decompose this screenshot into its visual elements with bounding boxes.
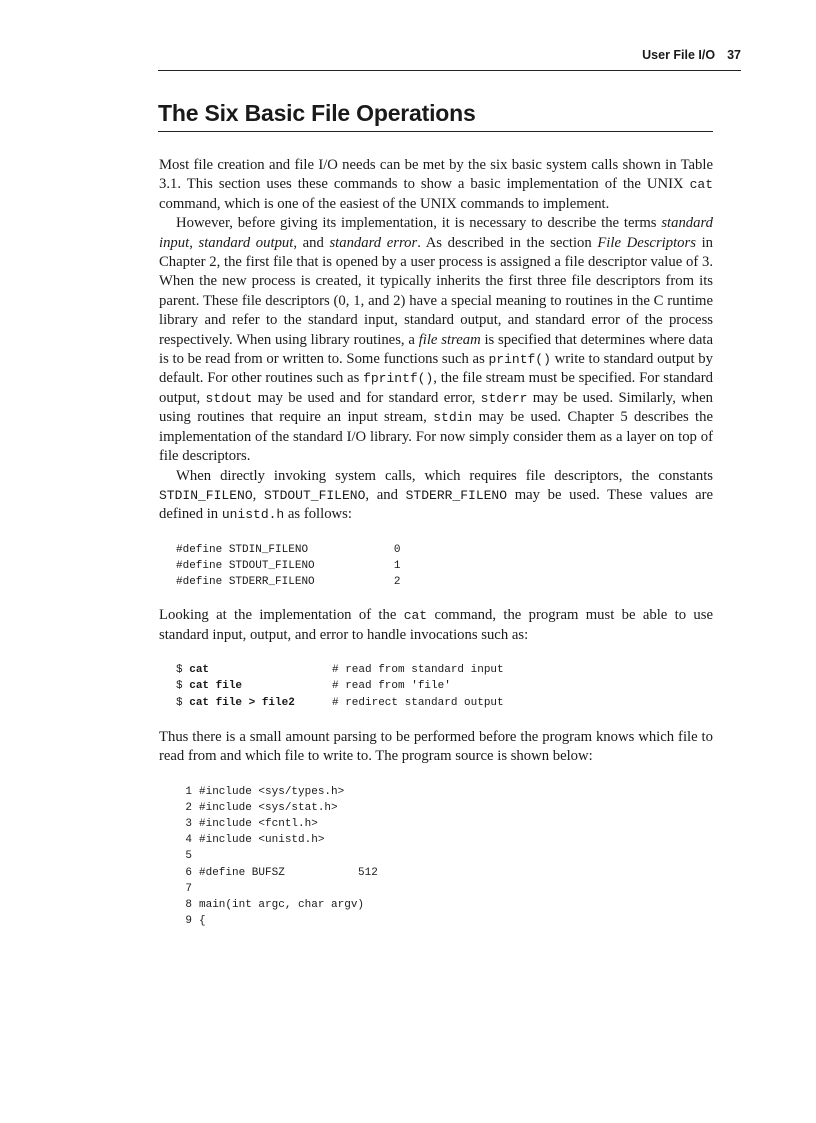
inline-code: cat (689, 177, 713, 193)
command-line: $ cat file > file2 # redirect standard output (176, 696, 504, 709)
italic-term: standard error (329, 234, 418, 251)
command-line: $ cat # read from standard input (176, 664, 504, 677)
source-line: 8 main(int argc, char argv) (185, 898, 365, 911)
shell-commands-block (176, 662, 713, 711)
inline-code: stderr (480, 390, 528, 406)
command-line: $ cat file # read from 'file' (176, 680, 451, 693)
source-code-listing (182, 784, 713, 930)
italic-term: standard output (198, 234, 294, 251)
inline-code: unistd.h (221, 507, 285, 523)
inline-code: printf() (488, 352, 551, 368)
source-line: 4 #include <unistd.h> (185, 834, 325, 847)
section-heading: The Six Basic File Operations (158, 100, 713, 132)
source-line: 7 (185, 882, 192, 895)
italic-term: File Descriptors (597, 234, 696, 251)
source-line: 2 #include <sys/stat.h> (185, 801, 338, 814)
source-line: 3 #include <fcntl.h> (185, 817, 318, 830)
paragraph-5: Thus there is a small amount parsing to be performed before the program knows which file to read from and which file to write to. The program source is shown below: (159, 728, 713, 765)
source-line: 5 (185, 850, 192, 863)
inline-code: stdin (433, 410, 473, 426)
paragraph-3: When directly invoking system calls, which requires file descriptors, the constants STDIN_FILENO, STDOUT_FILENO, and STDERR_FILENO may be used. These values are defined in unistd.h as follows: (159, 467, 714, 523)
body-text (159, 156, 713, 929)
source-line: 9 { (185, 915, 206, 928)
inline-code: fprintf() (363, 371, 434, 387)
paragraph-2: However, before giving its implementation, it is necessary to describe the terms standard input, standard output, and standard error. As described in the section File Descriptors in Chapter 2, the first file that is opened by a user process is assigned a file descriptor value of 3. When the new process is created, it typically inherits the first three file descriptors from its parent. These file descriptors (0, 1, and 2) have a special meaning to routines in the C runtime library and refer to the standard input, standard output, and standard error of the process respectively. When using library routines, a file stream is specified that determines where data is to be read from or written to. Some functions such as printf() write to standard output by default. For other routines such as fprintf(), the file stream must be specified. For standard output, stdout may be used and for standard error, stderr may be used. Similarly, when using routines that require an input stream, stdin may be used. Chapter 5 describes the implementation of the standard I/O library. For now simply consider them as a layer on top of file descriptors. (159, 215, 713, 465)
inline-code: STDERR_FILENO (405, 487, 508, 503)
inline-code: STDIN_FILENO (159, 487, 253, 503)
inline-code: cat (403, 608, 428, 624)
paragraph-1: Most file creation and file I/O needs can be met by the six basic system calls shown in Table 3.1. This section uses these commands to show a basic implementation of the UNIX cat command, which is one of the easiest of the UNIX commands to implement. (159, 157, 713, 212)
italic-term: file stream (418, 331, 481, 348)
source-line: 1 #include <sys/types.h> (185, 785, 345, 798)
inline-code: STDOUT_FILENO (263, 487, 366, 503)
define-line: #define STDERR_FILENO 2 (176, 576, 401, 589)
inline-code: stdout (205, 390, 253, 406)
defines-code-block (176, 542, 713, 591)
header-section-name: User File I/O (642, 48, 716, 62)
paragraph-4: Looking at the implementation of the cat command, the program must be able to use standard input, output, and error to handle invocations such as: (159, 607, 713, 643)
define-line: #define STDIN_FILENO 0 (176, 543, 401, 556)
header-title (642, 48, 741, 62)
source-line: 6 #define BUFSZ 512 (185, 866, 378, 879)
italic-term: standard input (159, 215, 713, 251)
page-number: 37 (727, 48, 741, 62)
running-header (158, 48, 741, 71)
define-line: #define STDOUT_FILENO 1 (176, 559, 401, 572)
